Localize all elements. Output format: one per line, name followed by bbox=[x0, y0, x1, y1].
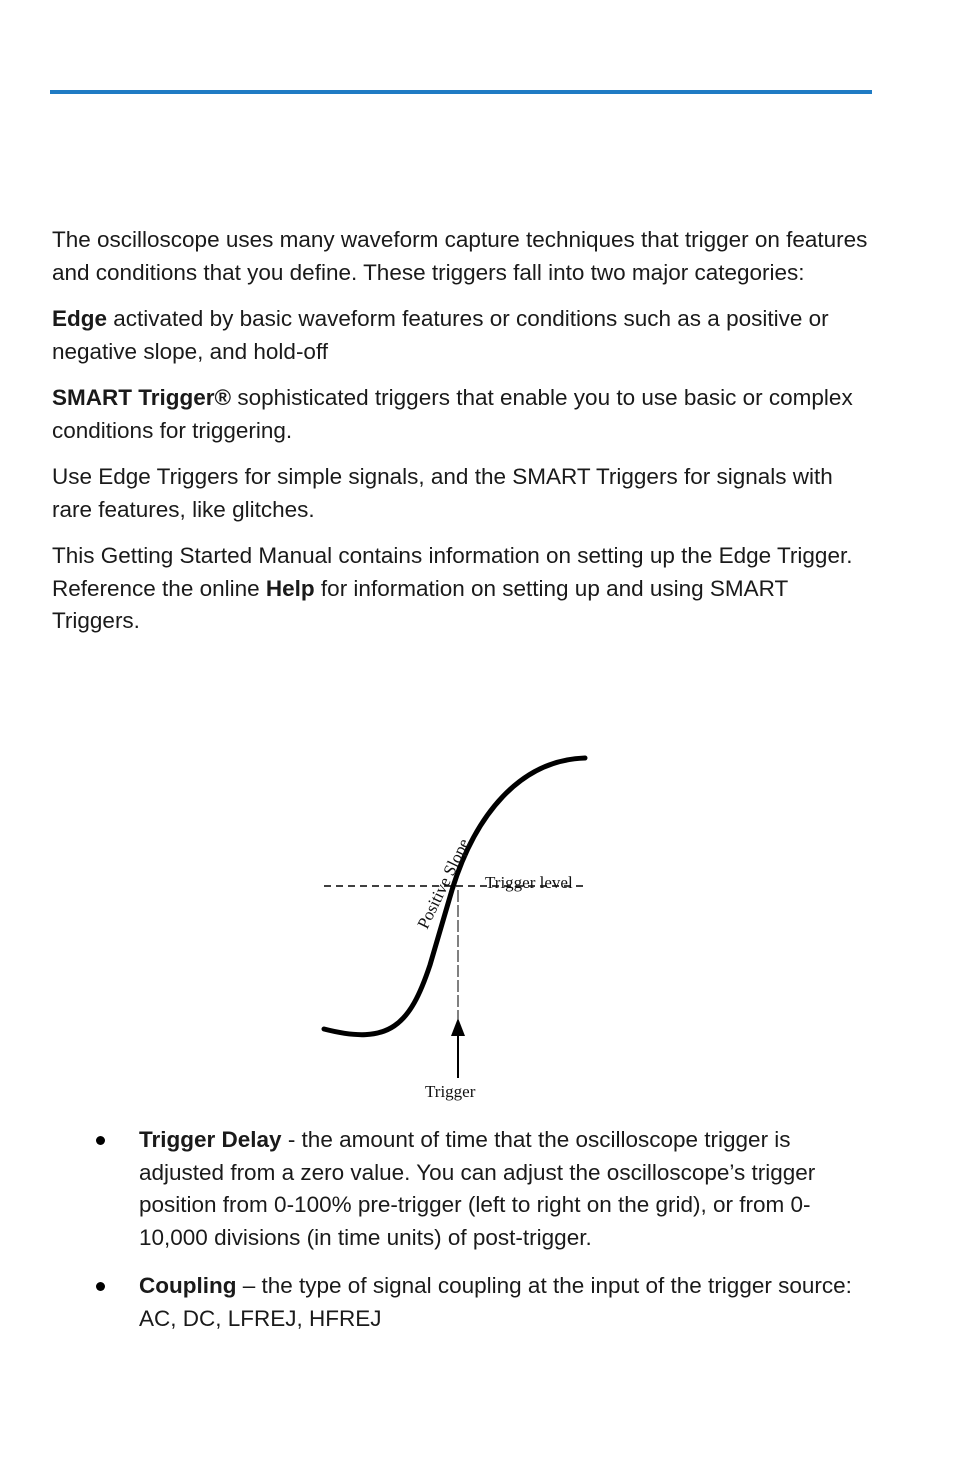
edge-paragraph: Edge activated by basic waveform features or conditions such as a positive or negative slope, and hold-off bbox=[52, 306, 829, 364]
usage-paragraph: Use Edge Triggers for simple signals, and the SMART Triggers for signals with rare features, like glitches. bbox=[52, 464, 833, 522]
trigger-label: Trigger bbox=[425, 1082, 476, 1101]
intro-text bbox=[52, 224, 872, 652]
bullet-icon bbox=[96, 1136, 105, 1145]
list-item-coupling: Coupling – the type of signal coupling at the input of the trigger source: AC, DC, LFREJ, HFREJ bbox=[96, 1270, 872, 1335]
coupling-term: Coupling bbox=[139, 1273, 237, 1298]
help-term: Help bbox=[265, 575, 315, 601]
trigger-arrow-head bbox=[451, 1018, 465, 1036]
bullet-icon bbox=[96, 1282, 105, 1291]
smart-trigger-paragraph: SMART Trigger® sophisticated triggers that enable you to use basic or complex conditions for triggering. bbox=[52, 385, 853, 443]
intro-paragraph: The oscilloscope uses many waveform capture techniques that trigger on features and conditions that you define. These triggers fall into two major categories: bbox=[52, 227, 868, 285]
trigger-settings-list bbox=[96, 1124, 872, 1351]
waveform-curve bbox=[324, 758, 585, 1035]
positive-slope-label: Positive Slope bbox=[413, 835, 474, 932]
smart-trigger-term: SMART Trigger® bbox=[52, 385, 232, 410]
trigger-delay-term: Trigger Delay bbox=[139, 1127, 282, 1152]
trigger-level-label: Trigger level bbox=[485, 873, 573, 892]
header-rule bbox=[50, 90, 872, 94]
edge-term: Edge bbox=[52, 306, 108, 331]
positive-slope-diagram bbox=[300, 740, 620, 1110]
manual-paragraph: This Getting Started Manual contains information on setting up the Edge Trigger. Reference the online Help for information on setting up and using SMART Triggers. bbox=[52, 543, 853, 633]
list-item-trigger-delay: Trigger Delay - the amount of time that the oscilloscope trigger is adjusted from a zero value. You can adjust the oscilloscope’s trigger position from 0-100% pre-trigger (left to right on the grid), or from 0-10,000 divisions (in time units) of post-trigger. bbox=[96, 1124, 872, 1254]
